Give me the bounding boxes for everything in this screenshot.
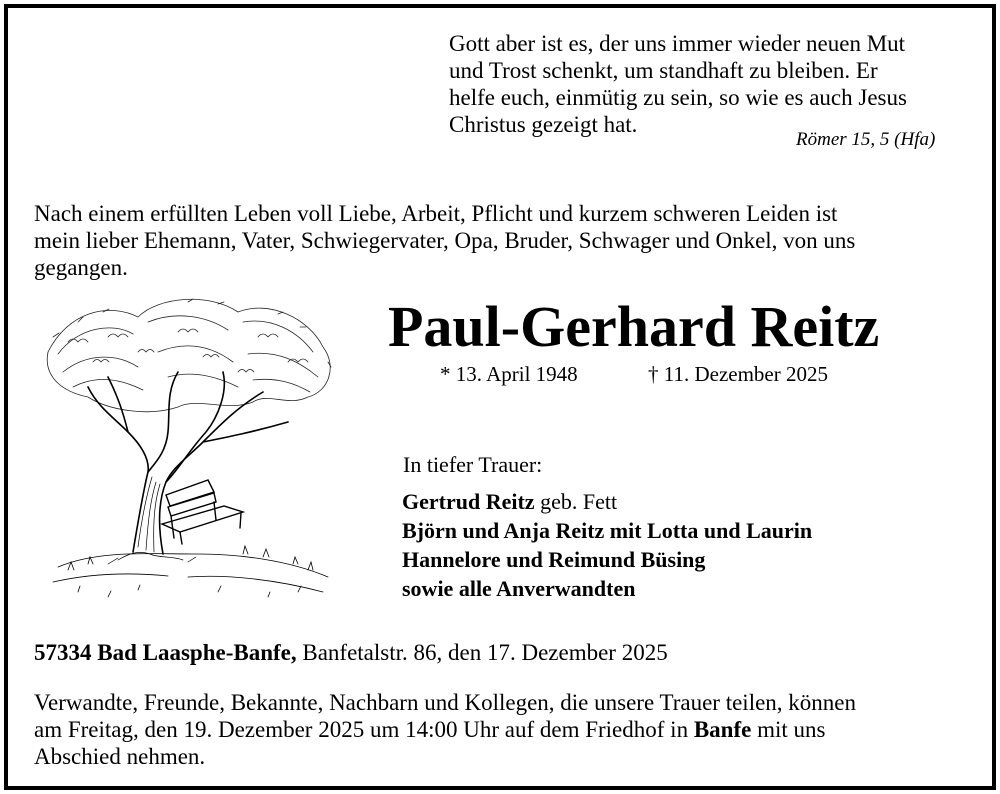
verse-line: helfe euch, einmütig zu sein, so wie es auch Jesus [449, 85, 907, 110]
mourning-heading: In tiefer Trauer: [403, 452, 543, 477]
intro-line: Nach einem erfüllten Leben voll Liebe, Arbeit, Pflicht und kurzem schweren Leiden ist [34, 201, 838, 226]
farewell-line: Verwandte, Freunde, Bekannte, Nachbarn und Kollegen, die unsere Trauer teilen, können [34, 690, 857, 715]
mourner-birthname: geb. Fett [534, 489, 618, 514]
verse-line: Gott aber ist es, der uns immer wieder neuen Mut [449, 31, 906, 56]
verse-line: und Trost schenkt, um standhaft zu bleiben. Er [449, 58, 878, 83]
mourners-list [402, 487, 812, 603]
mourner-row: Björn und Anja Reitz mit Lotta und Laurin [402, 518, 813, 543]
intro-line: mein lieber Ehemann, Vater, Schwiegervater, Opa, Bruder, Schwager und Onkel, von uns [34, 228, 856, 253]
verse-reference: Römer 15, 5 (Hfa) [796, 129, 936, 150]
farewell-line: Abschied nehmen. [34, 744, 206, 769]
address-detail: Banfetalstr. 86, den 17. Dezember 2025 [296, 640, 668, 665]
cemetery-place: Banfe [693, 717, 752, 742]
verse-line: Christus gezeigt hat. [449, 112, 638, 137]
tree-with-bench-illustration [38, 292, 338, 610]
farewell-text-part: am Freitag, den 19. Dezember 2025 um 14:00 Uhr auf dem Friedhof in [34, 717, 694, 742]
mourner-name: Gertrud Reitz [402, 489, 535, 514]
address-place: 57334 Bad Laasphe-Banfe, [34, 640, 297, 665]
farewell-line [34, 716, 984, 743]
farewell-text-part: mit uns [751, 717, 826, 742]
mourner-row [402, 487, 812, 516]
mourner-row: sowie alle Anverwandten [402, 576, 636, 601]
intro-text [34, 200, 974, 281]
address-line [34, 640, 668, 666]
intro-line: gegangen. [34, 255, 128, 280]
birth-date: * 13. April 1948 [440, 362, 578, 386]
death-date: † 11. Dezember 2025 [648, 362, 828, 386]
bible-verse [449, 30, 979, 138]
farewell-text [34, 689, 984, 770]
mourner-row: Hannelore und Reimund Büsing [402, 547, 706, 572]
deceased-name: Paul-Gerhard Reitz [388, 294, 880, 359]
